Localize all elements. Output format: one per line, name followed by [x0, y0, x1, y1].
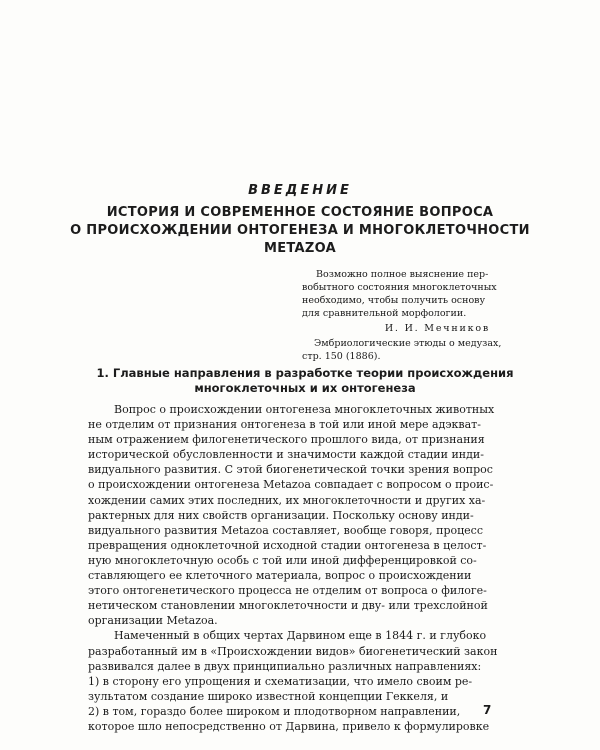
- body-line: развивался далее в двух принципиально различных направлениях:: [88, 659, 482, 673]
- body-line: 2) в том, гораздо более широком и плодотворном направлении,: [88, 704, 461, 718]
- epigraph-author: И. И. Мечников: [384, 323, 490, 334]
- body-text: [88, 402, 502, 734]
- body-line: ставляющего ее клеточного материала, вопрос о происхождении: [88, 569, 472, 583]
- body-line: о происхождении онтогенеза Metazoa совпадает с вопросом о проис-: [88, 478, 494, 492]
- body-line: ную многоклеточную особь с той или иной дифференцировкой со-: [88, 553, 477, 567]
- body-line: нетическом становлении многоклеточности и дву- или трехслойной: [88, 599, 488, 613]
- chapter-title-line: О ПРОИСХОЖДЕНИИ ОНТОГЕНЕЗА И МНОГОКЛЕТОЧНОСТИ: [70, 223, 530, 238]
- body-line: ным отражением филогенетического прошлого вида, от признания: [88, 433, 485, 447]
- body-line: разработанный им в «Происхождении видов» биогенетический закон: [88, 644, 498, 658]
- body-line: Намеченный в общих чертах Дарвином еще в 1844 г. и глубоко: [114, 629, 487, 643]
- epigraph-source-line: Эмбриологические этюды о медузах,: [314, 338, 502, 349]
- chapter-title-line: ИСТОРИЯ И СОВРЕМЕННОЕ СОСТОЯНИЕ ВОПРОСА: [106, 205, 494, 220]
- body-line: этого онтогенетического процесса не отделим от вопроса о филоге-: [88, 584, 487, 598]
- body-line: зультатом создание широко известной концепции Геккеля, и: [88, 689, 449, 703]
- section-heading-line: многоклеточных и их онтогенеза: [194, 381, 416, 395]
- body-line: Вопрос о происхождении онтогенеза многоклеточных животных: [114, 403, 495, 416]
- epigraph-source: [302, 337, 502, 363]
- epigraph-quote-line: для сравнительной морфологии.: [302, 308, 467, 319]
- epigraph-quote-line: необходимо, чтобы получить основу: [302, 295, 486, 306]
- body-line: которое шло непосредственно от Дарвина, привело к формулировке: [88, 719, 490, 733]
- body-line: не отделим от признания онтогенеза в той или иной мере адэкват-: [88, 418, 481, 432]
- body-line: рактерных для них свойств организации. Поскольку основу инди-: [88, 508, 474, 522]
- body-line: исторической обусловленности и значимости каждой стадии инди-: [88, 448, 484, 462]
- section-heading-line: 1. Главные направления в разработке теории происхождения: [96, 366, 514, 380]
- epigraph: [302, 268, 502, 363]
- body-line: видуального развития. С этой биогенетической точки зрения вопрос: [88, 463, 493, 477]
- body-line: хождении самих этих последних, их многоклеточности и других ха-: [88, 493, 486, 507]
- epigraph-quote: [302, 268, 502, 320]
- body-line: видуального развития Metazoa составляет, вообще говоря, процесс: [88, 523, 484, 537]
- epigraph-source-line: стр. 150 (1886).: [302, 351, 381, 362]
- chapter-title: [60, 204, 540, 258]
- body-line: организации Metazoa.: [88, 614, 218, 628]
- body-line: 1) в сторону его упрощения и схематизации, что имело своим ре-: [88, 674, 473, 688]
- section-heading: [90, 366, 520, 396]
- chapter-title-line: METAZOA: [263, 241, 337, 256]
- page-number: 7: [483, 703, 492, 717]
- body-line: превращения одноклеточной исходной стадии онтогенеза в целост-: [88, 538, 487, 552]
- epigraph-quote-line: вобытного состояния многоклеточных: [302, 282, 497, 293]
- chapter-label: ВВЕДЕНИЕ: [248, 183, 352, 198]
- epigraph-quote-line: Возможно полное выяснение пер-: [316, 269, 489, 280]
